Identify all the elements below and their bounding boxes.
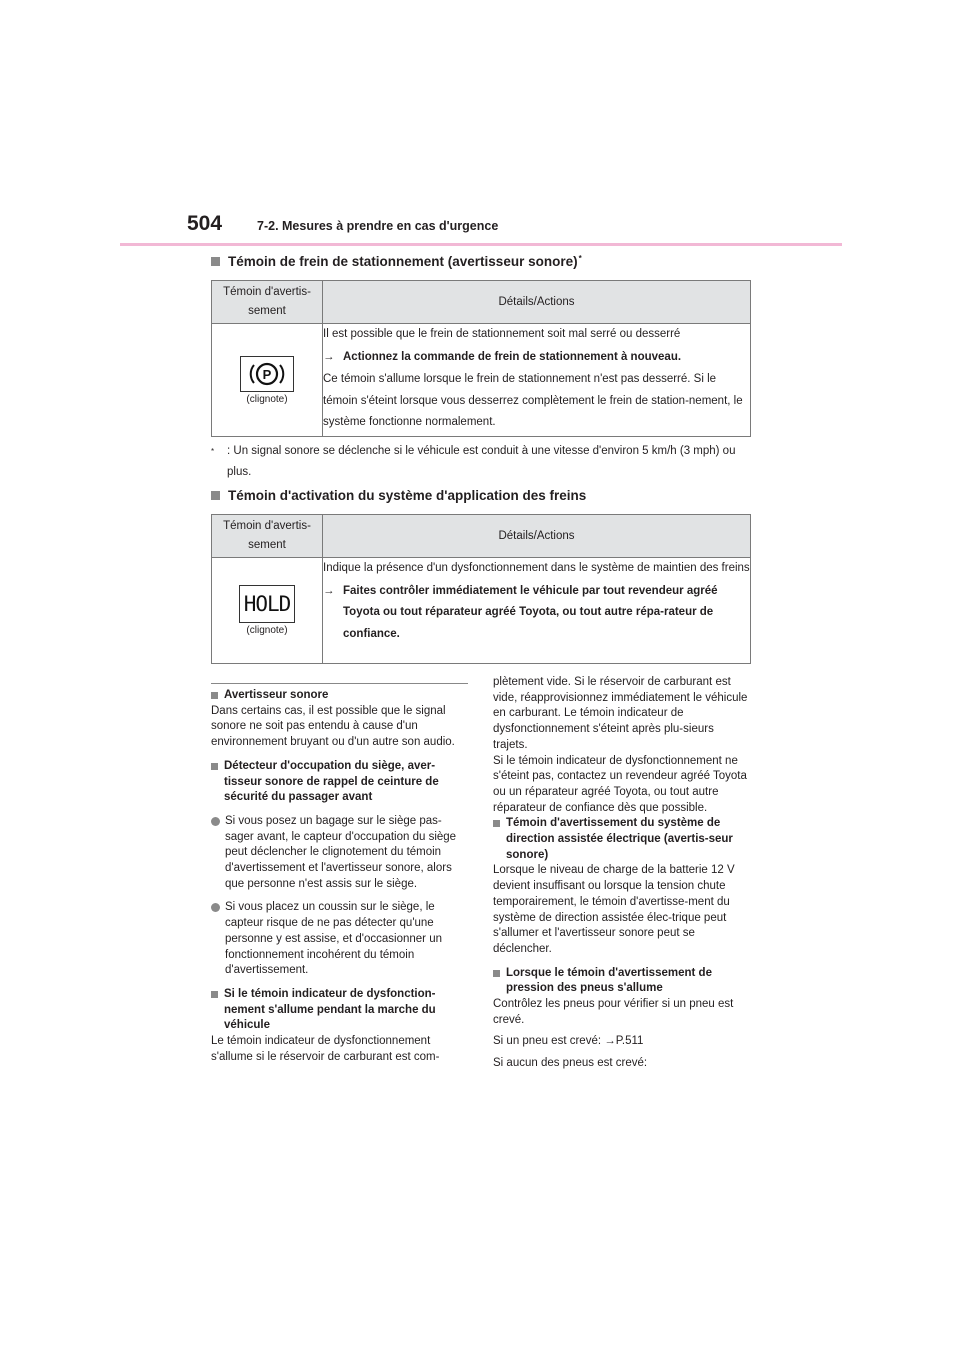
square-bullet-icon (211, 991, 218, 998)
note-item (211, 759, 469, 806)
note-text: Si le témoin indicateur de dysfonctionnement ne s'éteint pas, contactez un revendeur agréé Toyota ou un réparateur agréé Toyota, ou tout autre réparateur de confiance dès que possible. (493, 754, 747, 814)
note-text: plètement vide. Si le réservoir de carburant est vide, réapprovisionnez immédiatement le véhicule en carburant. Le témoin indicateur de dysfonctionnement s'éteint après plu-sieurs trajets. (493, 676, 748, 751)
note-item (211, 688, 469, 751)
parking-brake-icon (240, 356, 294, 392)
footnote-mark: * (211, 447, 215, 456)
details-cell (323, 558, 751, 664)
footnote (211, 441, 756, 483)
note-item (493, 966, 751, 1072)
col-header-details: Détails/Actions (323, 281, 751, 324)
bullet-item (211, 814, 469, 893)
section-title-text: Témoin de frein de stationnement (avertisseur sonore) (228, 254, 578, 269)
note-title: Avertisseur sonore (224, 689, 329, 701)
icon-cell (212, 558, 323, 664)
page-number: 504 (187, 212, 223, 235)
section-title-text: Témoin d'activation du système d'application des freins (228, 488, 587, 503)
page-reference-text: Si un pneu est crevé: →P.511 (493, 1035, 644, 1048)
note-text: Lorsque le niveau de charge de la batterie 12 V devient insuffisant ou lorsque la tension chute temporairement, le témoin d'avertisse-ment du système de direction assistée élec-trique peut s'allumer et l'avertisseur sonore peut se déclencher. (493, 864, 735, 955)
action-line (323, 347, 750, 369)
left-column (211, 688, 469, 1073)
details-cell (323, 324, 751, 437)
round-bullet-icon (211, 817, 220, 826)
arrow-icon: → (323, 584, 335, 597)
arrow-icon: → (323, 350, 335, 363)
details-text: Il est possible que le frein de stationnement soit mal serré ou desserré (323, 328, 681, 340)
hold-icon (239, 585, 295, 623)
note-title: Témoin d'avertissement du système de direction assistée électrique (avertis-seur sonore) (506, 817, 733, 861)
note-text: Si aucun des pneus est crevé: (493, 1057, 648, 1070)
note-text: Le témoin indicateur de dysfonctionnement s'allume si le réservoir de carburant est com- (211, 1035, 440, 1063)
column-divider (211, 683, 468, 684)
col-header-details: Détails/Actions (323, 515, 751, 558)
brake-hold-table (211, 514, 751, 664)
square-bullet-icon (211, 491, 220, 500)
section-brake-hold-title (211, 488, 586, 503)
action-line (323, 581, 750, 646)
footnote-text: : Un signal sonore se déclenche si le véhicule est conduit à une vitesse d'environ 5 km/h (3 mph) ou plus. (227, 445, 736, 478)
footnote-mark: * (578, 254, 582, 263)
icon-cell (212, 324, 323, 437)
running-title: 7-2. Mesures à prendre en cas d'urgence (257, 219, 499, 233)
col-header-warning-light: Témoin d'avertis-sement (212, 281, 323, 324)
note-item (211, 987, 469, 1066)
square-bullet-icon (211, 692, 218, 699)
note-text: Dans certains cas, il est possible que le signal sonore ne soit pas entendu à cause d'un environnement bruyant ou d'un autre son audio. (211, 704, 455, 749)
icon-caption: (clignote) (246, 625, 288, 636)
note-item (493, 816, 751, 957)
col-header-warning-light: Témoin d'avertis-sement (212, 515, 323, 558)
bullet-item (211, 900, 469, 979)
details-text: Indique la présence d'un dysfonctionnement dans le système de maintien des freins (323, 562, 750, 574)
svg-text:P: P (262, 366, 272, 382)
icon-caption: (clignote) (246, 393, 288, 405)
action-text: Actionnez la commande de frein de stationnement à nouveau. (343, 350, 682, 363)
hold-icon-text: HOLD (243, 592, 291, 616)
section-parking-brake-title (211, 254, 582, 269)
details-text: Ce témoin s'allume lorsque le frein de stationnement n'est pas desserré. Si le témoin s'éteint lorsque vous desserrez complètement le frein de station-nement, le système fonctionne normalement. (323, 373, 743, 428)
note-title: Lorsque le témoin d'avertissement de pression des pneus s'allume (506, 966, 712, 995)
note-text: Contrôlez les pneus pour vérifier si un pneu est crevé. (493, 998, 734, 1026)
note-title: Si le témoin indicateur de dysfonction-nement s'allume pendant la marche du véhicule (224, 987, 436, 1032)
bullet-text: Si vous placez un coussin sur le siège, le capteur risque de ne pas détecter qu'une personne y est assise, et d'occasionner un fonctionnement incohérent du témoin d'avertissement. (225, 901, 442, 977)
square-bullet-icon (493, 820, 500, 827)
square-bullet-icon (211, 763, 218, 770)
square-bullet-icon (493, 970, 500, 977)
bullet-text: Si vous posez un bagage sur le siège pas-sager avant, le capteur d'occupation du siège peut déclencher le clignotement du témoin d'avertissement et l'avertisseur sonore, alors que personne n'est assis sur le siège. (225, 814, 457, 890)
action-text: Faites contrôler immédiatement le véhicule par tout revendeur agréé Toyota ou tout réparateur agréé Toyota, ou tout autre répa-rateur de confiance. (343, 584, 718, 640)
header-divider (120, 243, 842, 246)
parking-brake-table (211, 280, 751, 437)
right-column (493, 675, 751, 1080)
square-bullet-icon (211, 257, 220, 266)
note-title: Détecteur d'occupation du siège, aver-tisseur sonore de rappel de ceinture de sécurité du passager avant (224, 759, 439, 804)
round-bullet-icon (211, 903, 220, 912)
